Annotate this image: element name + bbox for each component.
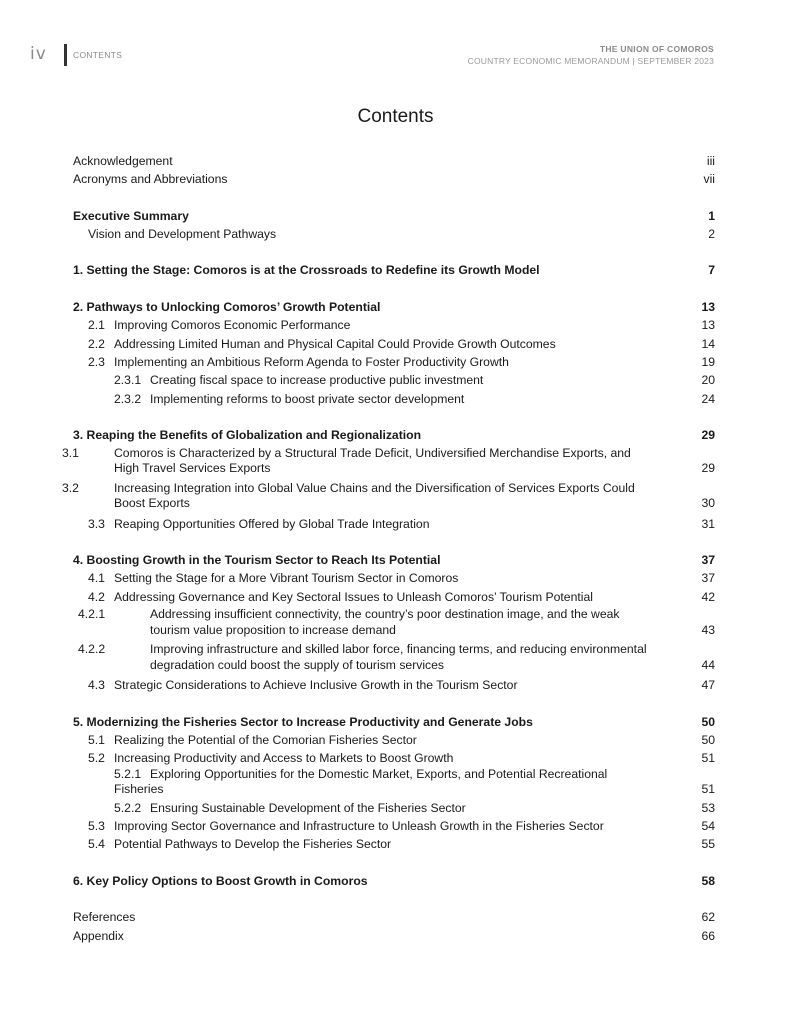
toc-entry-text: Addressing insufficient connectivity, the country’s poor destination image, and the weak tourism value proposition to increase demand	[150, 607, 620, 637]
toc-entry-chapter-4[interactable]	[73, 550, 715, 568]
toc-entry-page: 55	[701, 837, 715, 852]
toc-entry-title: 4. Boosting Growth in the Tourism Sector to Reach Its Potential	[73, 552, 441, 567]
toc-entry-number: 4.2	[88, 589, 105, 604]
toc-entry-title: 3. Reaping the Benefits of Globalization and Regionalization	[73, 428, 422, 443]
toc-entry-text: Creating fiscal space to increase productive public investment	[150, 373, 484, 388]
toc-entry-number: 2.3.2	[114, 391, 142, 406]
page-title: Contents	[357, 106, 434, 127]
toc-entry-2-3-1[interactable]	[73, 371, 715, 389]
toc-entry-title	[88, 355, 549, 371]
toc-front-matter	[73, 151, 715, 188]
toc-entry-number: 5.4	[88, 837, 105, 852]
toc-entry-page: 43	[701, 622, 715, 637]
toc-entry-title: Appendix	[73, 928, 124, 943]
toc-back-matter	[73, 907, 715, 944]
toc-chapter-4	[73, 550, 715, 694]
toc-entry-number: 2.3.1	[114, 373, 142, 388]
toc-entry-text: Reaping Opportunities Offered by Global Trade Integration	[114, 516, 430, 531]
toc-chapter-1	[73, 261, 715, 279]
toc-entry-number: 4.3	[88, 678, 105, 693]
toc-entry-title	[78, 642, 695, 673]
toc-entry-text: Implementing an Ambitious Reform Agenda to Foster Productivity Growth	[114, 355, 509, 370]
toc-entry-page: 7	[708, 263, 715, 278]
toc-entry-text: Implementing reforms to boost private sector development	[150, 391, 465, 406]
toc-entry-number: 5.2	[88, 751, 105, 766]
toc-entry-title	[88, 733, 457, 749]
toc-chapter-3	[62, 425, 715, 532]
toc-entry-page: 37	[701, 571, 715, 586]
toc-entry-title	[88, 318, 390, 334]
toc-entry-title: Executive Summary	[73, 208, 189, 223]
toc-entry-title	[88, 590, 633, 606]
document-title: THE UNION OF COMOROS	[599, 44, 714, 54]
toc-entry-page: 58	[701, 873, 715, 888]
toc-entry-title	[88, 837, 431, 853]
toc-entry-text: Increasing Productivity and Access to Markets to Boost Growth	[114, 751, 454, 766]
toc-entry-5-2-2[interactable]	[73, 798, 715, 816]
toc-entry-text: Setting the Stage for a More Vibrant Tourism Sector in Comoros	[114, 571, 459, 586]
toc-entry-number: 4.2.2	[78, 642, 106, 657]
toc-chapter-5	[73, 712, 715, 853]
toc-entry-acknowledgement[interactable]	[73, 151, 715, 169]
toc-chapter-2	[73, 297, 715, 407]
toc-entry-page: 31	[701, 516, 715, 531]
toc-entry-chapter-6[interactable]	[73, 871, 715, 889]
toc-entry-4-2-2[interactable]	[73, 640, 715, 675]
toc-entry-title	[88, 517, 470, 533]
toc-entry-page: 66	[701, 928, 715, 943]
toc-entry-page: 51	[701, 782, 715, 797]
toc-entry-text: Potential Pathways to Develop the Fisheries Sector	[114, 837, 392, 852]
section-label: CONTENTS	[73, 50, 123, 60]
toc-entry-chapter-5[interactable]	[73, 712, 715, 730]
toc-entry-5-3[interactable]	[73, 816, 715, 834]
toc-entry-2-2[interactable]	[73, 334, 715, 352]
toc-entry-text: Exploring Opportunities for the Domestic Market, Exports, and Potential Recreational Fisheries	[114, 766, 608, 797]
toc-entry-number: 5.3	[88, 819, 105, 834]
toc-entry-number: 3.3	[88, 516, 105, 531]
toc-entry-title: 2. Pathways to Unlocking Comoros’ Growth Potential	[73, 299, 381, 314]
toc-entry-title	[88, 571, 498, 587]
toc-entry-3-1[interactable]	[62, 444, 715, 479]
toc-entry-text: Increasing Integration into Global Value Chains and the Diversification of Services Exports Could Boost Exports	[114, 480, 635, 511]
toc-entry-number: 3.1	[62, 445, 79, 460]
toc-entry-text: Improving Sector Governance and Infrastructure to Unleash Growth in the Fisheries Sector	[114, 819, 604, 834]
toc-entry-acronyms[interactable]	[73, 169, 715, 187]
toc-entry-page: 42	[701, 589, 715, 604]
toc-entry-number: 5.1	[88, 732, 105, 747]
toc-entry-text: Improving Comoros Economic Performance	[114, 318, 351, 333]
table-of-contents	[62, 151, 715, 962]
toc-entry-title	[88, 819, 644, 835]
toc-entry-4-2[interactable]	[73, 587, 715, 605]
toc-entry-number: 4.1	[88, 571, 105, 586]
toc-entry-page: 37	[701, 552, 715, 567]
toc-entry-title	[62, 480, 695, 512]
toc-entry-number: 2.2	[88, 336, 105, 351]
toc-entry-title: Acronyms and Abbreviations	[73, 172, 228, 187]
toc-entry-title	[62, 445, 695, 477]
toc-entry-page: 29	[701, 428, 715, 443]
toc-entry-title: 1. Setting the Stage: Comoros is at the Crossroads to Redefine its Growth Model	[73, 263, 540, 278]
toc-entry-number: 2.3	[88, 355, 105, 370]
running-header	[468, 44, 714, 66]
toc-entry-page: 51	[701, 751, 715, 766]
toc-entry-page: 47	[701, 678, 715, 693]
toc-entry-page: vii	[703, 172, 715, 187]
toc-entry-page: 53	[701, 800, 715, 815]
toc-entry-page: 2	[708, 227, 715, 242]
toc-entry-title	[114, 392, 504, 408]
toc-executive-summary	[73, 206, 715, 243]
toc-entry-title: 6. Key Policy Options to Boost Growth in Comoros	[73, 873, 368, 888]
toc-entry-title	[78, 607, 695, 638]
toc-entry-chapter-2[interactable]	[73, 297, 715, 315]
toc-entry-page: 14	[701, 336, 715, 351]
toc-entry-text: Ensuring Sustainable Development of the Fisheries Sector	[150, 800, 466, 815]
toc-entry-2-3-2[interactable]	[73, 389, 715, 407]
toc-entry-page: 44	[701, 657, 715, 672]
toc-entry-text: Comoros is Characterized by a Structural Trade Deficit, Undiversified Merchandise Exports, and High Travel Services Exports	[114, 445, 631, 476]
toc-chapter-6	[73, 871, 715, 889]
toc-entry-5-1[interactable]	[73, 730, 715, 748]
toc-entry-title	[88, 678, 558, 694]
toc-entry-number: 4.2.1	[78, 607, 106, 622]
toc-entry-number: 5.2.2	[114, 800, 142, 815]
toc-entry-2-1[interactable]	[73, 315, 715, 333]
toc-entry-title: Vision and Development Pathways	[88, 227, 277, 242]
toc-entry-5-4[interactable]	[73, 835, 715, 853]
toc-entry-page: 62	[701, 910, 715, 925]
toc-entry-chapter-3[interactable]	[73, 425, 715, 443]
toc-entry-references[interactable]	[73, 907, 715, 925]
toc-entry-page: 1	[708, 208, 715, 223]
toc-entry-title: References	[73, 910, 136, 925]
toc-entry-number: 5.2.1	[114, 766, 142, 781]
toc-entry-4-3[interactable]	[73, 675, 715, 693]
toc-entry-5-2[interactable]	[73, 748, 715, 766]
toc-entry-number: 2.1	[88, 318, 105, 333]
toc-entry-page: 13	[701, 299, 715, 314]
toc-entry-page: 29	[701, 461, 715, 476]
toc-entry-text: Improving infrastructure and skilled labor force, financing terms, and reducing environmental degradation could boost the supply of tourism services	[150, 642, 647, 672]
toc-entry-text: Strategic Considerations to Achieve Inclusive Growth in the Tourism Sector	[114, 678, 518, 693]
header-divider	[64, 44, 67, 66]
toc-entry-text: Realizing the Potential of the Comorian Fisheries Sector	[114, 732, 417, 747]
toc-entry-3-2[interactable]	[62, 479, 715, 514]
toc-entry-title	[114, 767, 695, 798]
toc-entry-vision[interactable]	[73, 224, 715, 242]
toc-entry-4-1[interactable]	[73, 568, 715, 586]
toc-entry-title: 5. Modernizing the Fisheries Sector to Increase Productivity and Generate Jobs	[73, 714, 533, 729]
toc-entry-text: Addressing Limited Human and Physical Capital Could Provide Growth Outcomes	[114, 336, 556, 351]
page-number: iv	[30, 44, 47, 64]
document-subtitle: COUNTRY ECONOMIC MEMORANDUM | SEPTEMBER 2023	[467, 56, 714, 66]
toc-entry-3-3[interactable]	[73, 514, 715, 532]
toc-entry-page: 19	[701, 355, 715, 370]
toc-entry-appendix[interactable]	[73, 926, 715, 944]
toc-entry-title	[88, 751, 493, 767]
toc-entry-title	[114, 373, 523, 389]
toc-entry-page: 54	[701, 819, 715, 834]
toc-entry-page: 50	[701, 714, 715, 729]
toc-entry-executive-summary[interactable]	[73, 206, 715, 224]
toc-entry-number: 3.2	[62, 480, 79, 495]
toc-entry-title	[114, 801, 506, 817]
toc-entry-page: 20	[701, 373, 715, 388]
toc-entry-title: Acknowledgement	[73, 153, 173, 168]
toc-entry-2-3[interactable]	[73, 352, 715, 370]
toc-entry-page: 13	[701, 318, 715, 333]
toc-entry-text: Addressing Governance and Key Sectoral Issues to Unleash Comoros’ Tourism Potential	[114, 589, 593, 604]
toc-entry-page: iii	[706, 153, 715, 168]
toc-entry-title	[88, 337, 596, 353]
toc-entry-chapter-1[interactable]	[73, 261, 715, 279]
toc-entry-4-2-1[interactable]	[73, 605, 715, 640]
toc-entry-5-2-1[interactable]	[73, 767, 715, 798]
toc-entry-page: 50	[701, 732, 715, 747]
toc-entry-page: 24	[701, 391, 715, 406]
toc-entry-page: 30	[701, 496, 715, 511]
